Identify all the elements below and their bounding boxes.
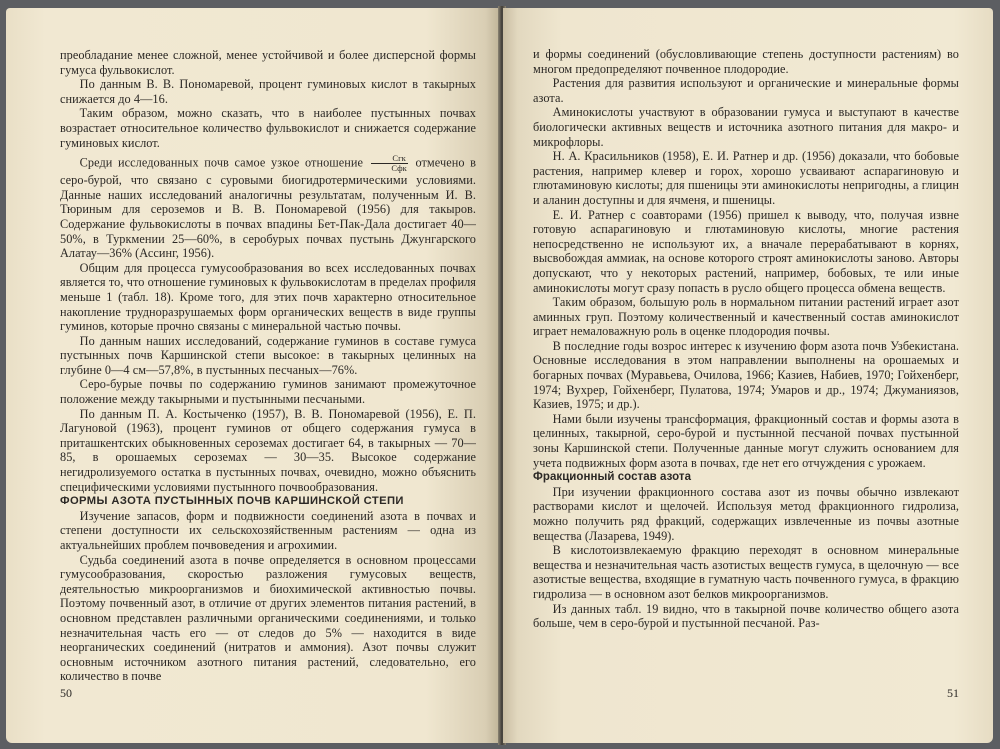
paragraph: Таким образом, можно сказать, что в наиболее пустынных почвах возрастает относительное количество фульвокислот и снижается содержание гуминовых кислот. <box>60 106 476 150</box>
paragraph: Нами были изучены трансформация, фракционный состав и формы азота в целинных, такырной, серо-бурой и пустынной песчаной почвах пустынной зоны Каршинской степи. Полученные данные могут служить основанием для учета подвижных форм азота в почвах, где нет его отчуждения с урожаем. <box>533 411 959 470</box>
paragraph: Н. А. Красильников (1958), Е. И. Ратнер и др. (1956) доказали, что бобовые растения, например клевер и горох, хорошо усваивают аспарагиновую и глютаминовую кислоты; для пшеницы эти аминокислоты непригодны, а глицин и аланин доступны и для ячменя, и пшеницы. <box>533 149 959 207</box>
paragraph: Е. И. Ратнер с соавторами (1956) пришел к выводу, что, получая извне готовую аспарагиновую и глютаминовую кислоты, многие растения непосредственно не используют их, а вначале перерабатывают в корнях, высвобождая аммиак, на основе которого строят аминокислоты заново. Авторы допускают, что у некоторых растений, например, бобовых, те или иные аминокислоты могут сразу попасть в русло общего процесса обмена веществ. <box>533 207 959 295</box>
left-page <box>6 8 500 743</box>
paragraph: Серо-бурые почвы по содержанию гуминов занимают промежуточное положение между такырными и пустынными песчаными. <box>60 377 476 407</box>
paragraph: и формы соединений (обусловливающие степень доступности растениям) во многом предопределяют почвенное плодородие. <box>533 47 959 76</box>
paragraph: При изучении фракционного состава азот из почвы обычно извлекают растворами кислот и щелочей. Используя метод фракционного гидролиза, можно получить ряд фракций, содержащих извлеченные из почвы азотные вещества (Лазарева, 1949). <box>533 484 959 543</box>
ratio-numerator: Сгк <box>371 154 408 164</box>
paragraph: Из данных табл. 19 видно, что в такырной почве количество общего азота больше, чем в серо-бурой и пустынной песчаной. Раз- <box>533 601 959 631</box>
subsection-title: Фракционный состав азота <box>533 471 692 484</box>
paragraph: Таким образом, большую роль в нормальном питании растений играет азот аминных груп. Поэтому количественный и качественный состав аминокислот играет немаловажную роль в оценке плодородия почвы. <box>533 295 959 339</box>
paragraph: Судьба соединений азота в почве определяется в основном процессами гумусообразования, скоростью разложения гумусовых веществ, деятельностью микроорганизмов и биохимической активностью почвы. Поэтому почвенный азот, в отличие от других элементов питания растений, в основном представлен различными органическими соединениями, и только незначительная часть его — от следов до 5% — находится в виде неорганических соединений (нитратов и аммония). Азот почвы служит основным источником азотного питания растений, следовательно, его количество в почве <box>60 552 476 684</box>
paragraph: Общим для процесса гумусообразования во всех исследованных почвах является то, что отношение гуминовых к фульвокислотам в пределах профиля меньше 1 (табл. 18). Кроме того, для этих почв характерно относительное накопление трудноразрушаемых форм органических веществ в виде группы гуминов, которые прочно связаны с минеральной частью почвы. <box>60 260 476 334</box>
paragraph: По данным В. В. Пономаревой, процент гуминовых кислот в такырных снижается до 4—16. <box>60 77 476 106</box>
page-number: 51 <box>947 686 959 700</box>
paragraph: Растения для развития используют и органические и минеральные формы азота. <box>533 76 959 105</box>
paragraph: По данным П. А. Костыченко (1957), В. В. Пономаревой (1956), Е. П. Лагуновой (1963), процент гуминов от общего содержания гумуса в приташкентских обыкновенных сероземах достигает 64, в такырных — 70—85, в орошаемых сероземах — 30—35. Высокое содержание негидролизуемого остатка в пустынных почвах, очевидно, можно объяснить специфическими условиями пустынного почвообразования. <box>60 406 476 494</box>
left-page-text <box>60 48 476 684</box>
paragraph: В кислотоизвлекаемую фракцию переходят в основном минеральные вещества и незначительная часть азотистых веществ гумуса, в щелочную — все азотистые вещества, входящие в гуматную часть почвенного гумуса, в фракцию гидролиза — в основном азот белков микроорганизмов. <box>533 543 959 601</box>
paragraph: В последние годы возрос интерес к изучению форм азота почв Узбекистана. Основные исследования в этом направлении выполнены на орошаемых и богарных почвах (Муравьева, Очилова, 1966; Казиев, Набиев, 1970; Гойхенберг, 1974; Вухрер, Гойхенберг, Пулатова, 1974; Умаров и др., 1974; Джуманиязов, Казиев, 1975; и др.). <box>533 338 959 412</box>
paragraph: По данным наших исследований, содержание гуминов в составе гумуса пустынных почв Каршинской степи высокое: в такырных целинных на глубине 0—4 см—57,8%, в пустынных песчаных—76%. <box>60 333 476 377</box>
paragraph: Аминокислоты участвуют в образовании гумуса и выступают в качестве биологически активных веществ и источника азотного питания для макро- и микрофлоры. <box>533 105 959 149</box>
ratio-text-after: отмечено в серо-бурой, что связано с суровыми биогидротермическими условиями. Данные наших исследований аналогичны результатам, полученным И. В. Тюриным для сероземов и В. В. Пономаревой (1956) для такыров. Содержание фульвокислоты в почвах впадины Бет-Пак-Дала достигает 40—50%, в Туркмении 25—60%, в серобурых почвах пустынь Джунгарского Алатау—36% (Ассинг, 1956). <box>60 155 477 261</box>
ratio-denominator: Сфк <box>391 163 407 174</box>
section-title: ФОРМЫ АЗОТА ПУСТЫННЫХ ПОЧВ КАРШИНСКОЙ СТЕПИ <box>60 495 404 508</box>
humic-fulvic-ratio <box>371 154 408 173</box>
paragraph: преобладание менее сложной, менее устойчивой и более дисперсной формы гумуса фульвокислот. <box>60 48 476 77</box>
page-number: 50 <box>60 686 72 700</box>
ratio-paragraph <box>60 154 476 261</box>
right-page-text <box>533 47 959 631</box>
right-page <box>503 8 993 743</box>
ratio-text-before: Среди исследованных почв самое узкое отношение <box>79 155 364 170</box>
paragraph: Изучение запасов, форм и подвижности соединений азота в почвах и степени доступности их сельскохозяйственным растениям — одна из актуальнейших проблем почвоведения и агрохимии. <box>60 508 476 552</box>
